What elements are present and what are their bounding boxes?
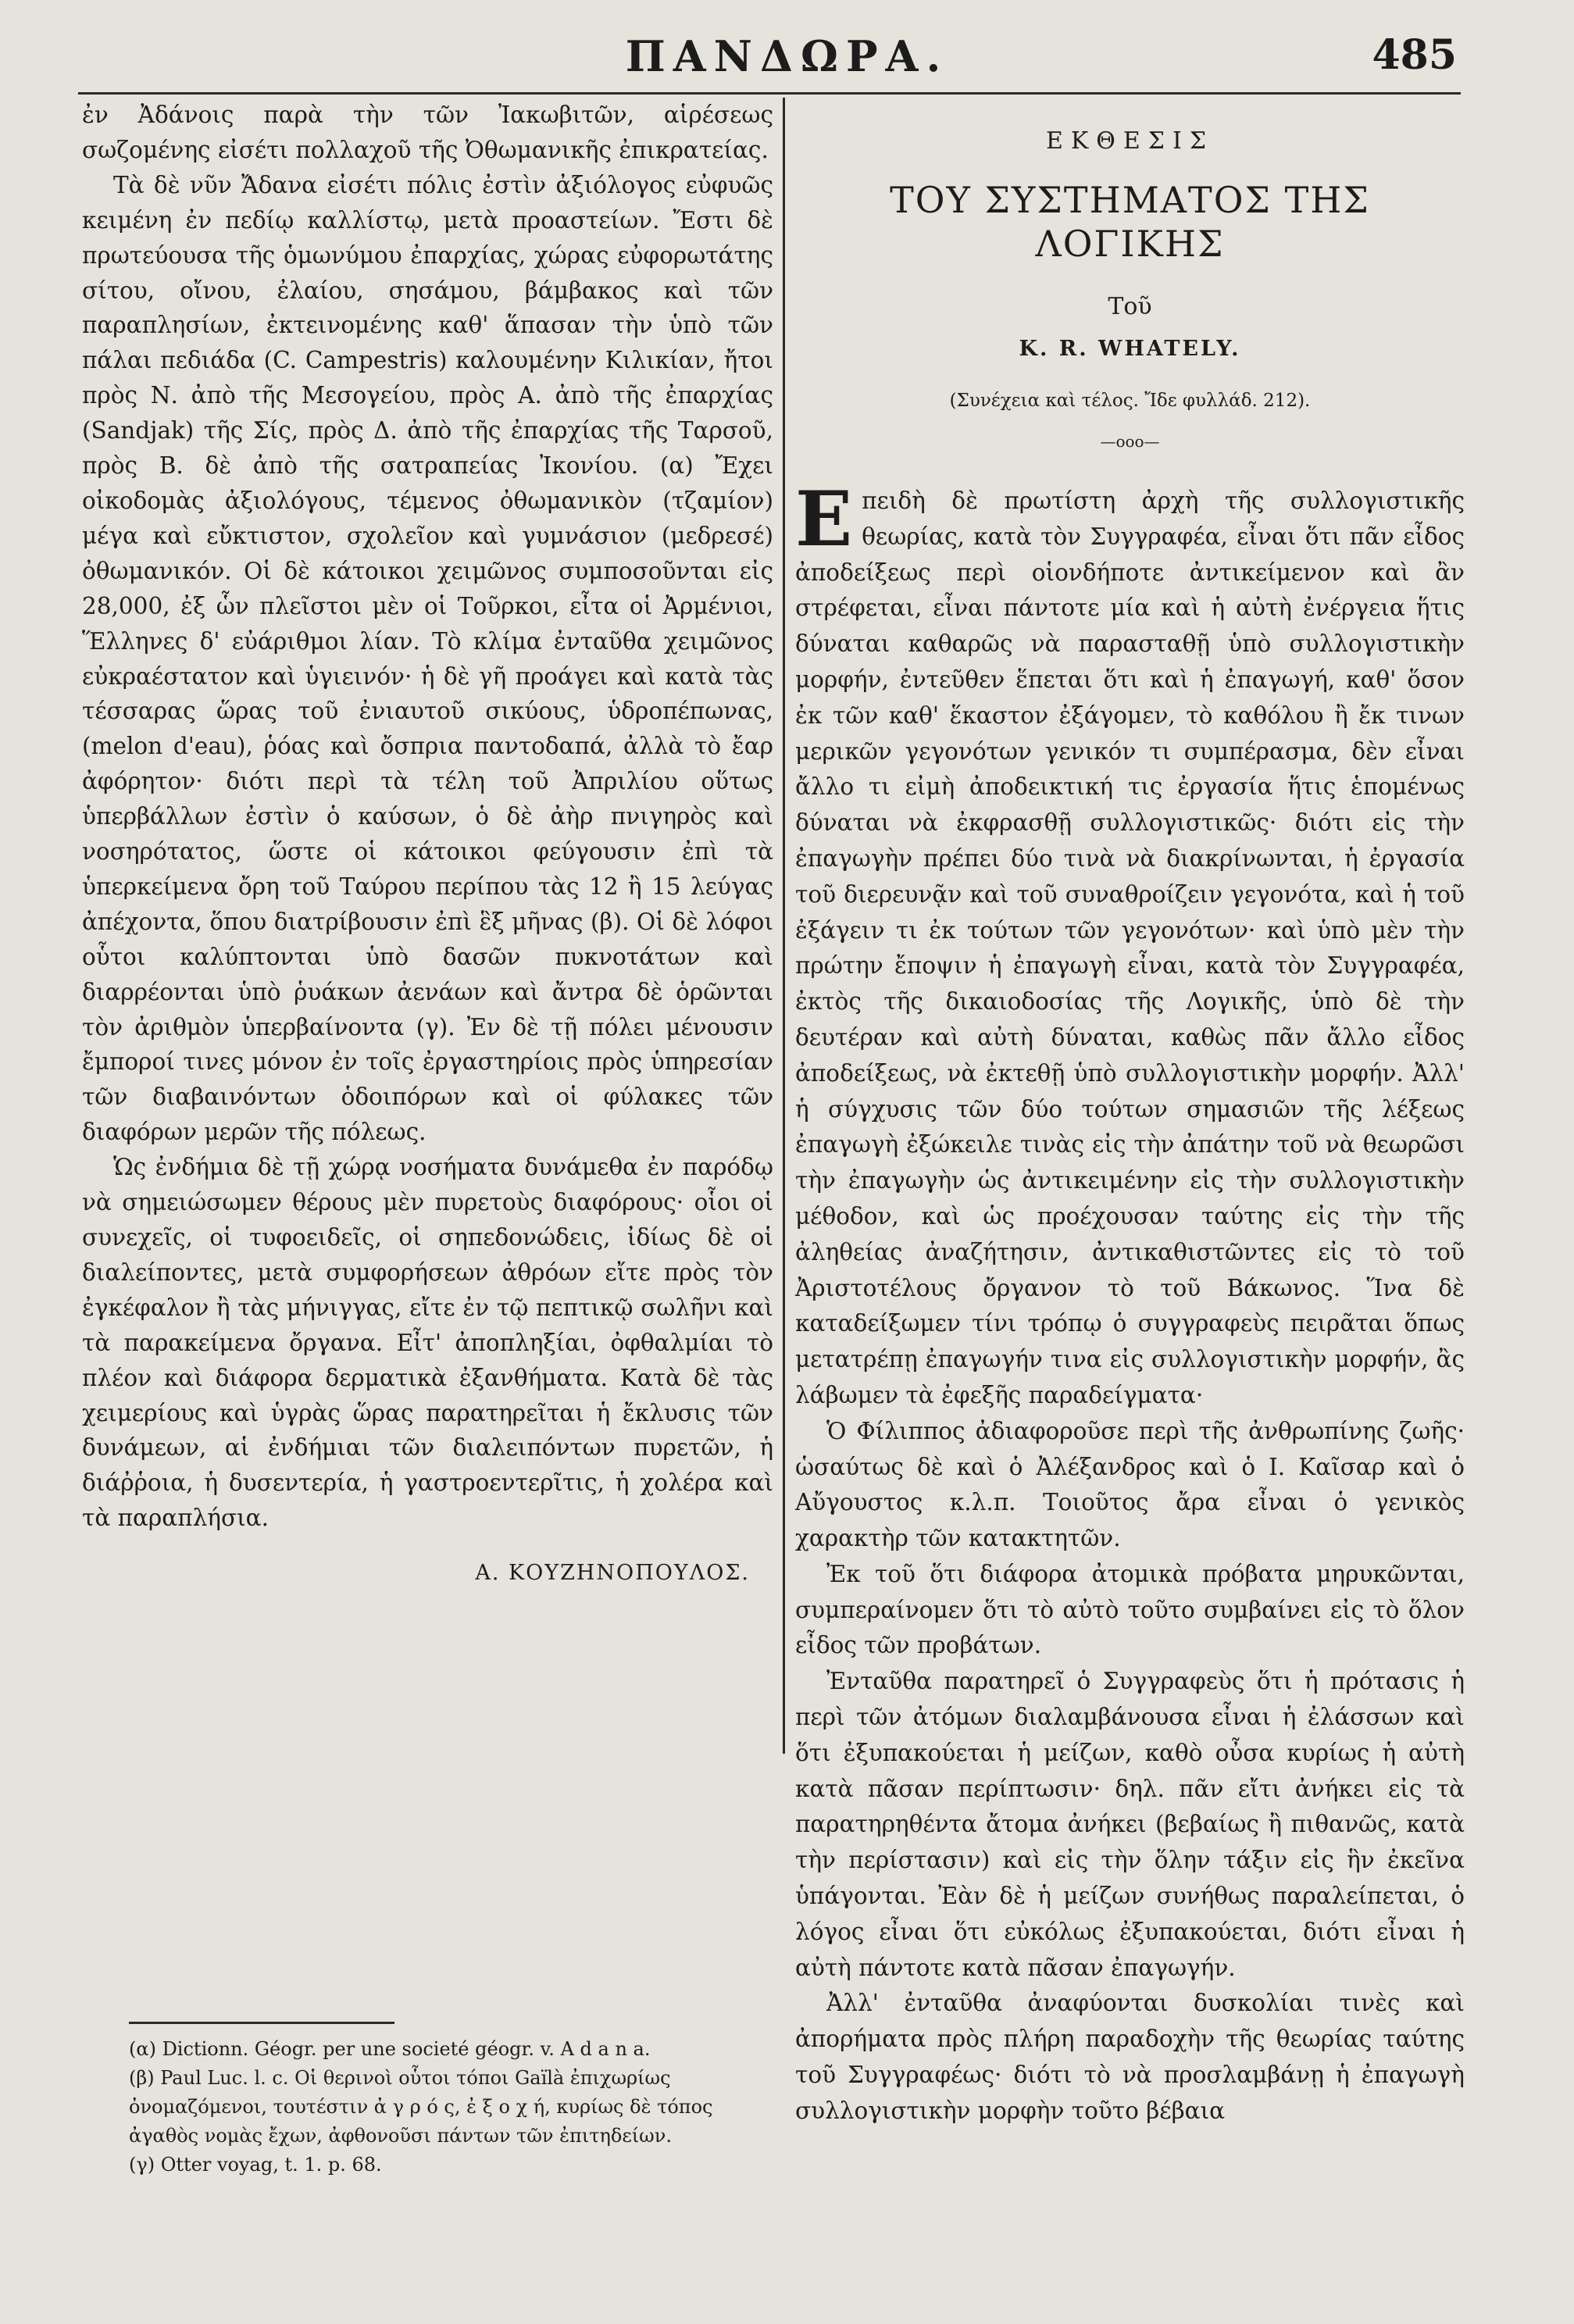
running-title: ΠΑΝΔΩΡΑ.	[625, 31, 949, 81]
article-paragraph: Τὰ δὲ νῦν Ἄδανα εἰσέτι πόλις ἐστὶν ἀξιόλογος εὐφυῶς κειμένη ἐν πεδίῳ καλλίστῳ, μετὰ προαστείων. Ἔστι δὲ πρωτεύουσα τῆς ὁμωνύμου ἐπαρχίας, χώρας εὐφορωτάτης σίτου, οἴνου, ἐλαίου, σησάμου, βάμβακος καὶ τῶν παραπλησίων, ἐκτεινομένης καθ' ἅπασαν τὴν ὑπὸ τῶν πάλαι πεδιάδα (C. Campestris) καλουμένην Κιλικίαν, ἤτοι πρὸς Ν. ἀπὸ τῆς Μεσογείου, πρὸς Α. ἀπὸ τῆς ἐπαρχίας (Sandjak) τῆς Σίς, πρὸς Δ. ἀπὸ τῆς ἐπαρχίας τῆς Ταρσοῦ, πρὸς Β. δὲ ἀπὸ τῆς σατραπείας Ἰκονίου. (α) Ἔχει οἰκοδομὰς ἀξιολόγους, τέμενος ὀθωμανικὸν (τζαμίον) μέγα καὶ εὔκτιστον, σχολεῖον καὶ γυμνάσιον (μεδρεσέ) ὀθωμανικόν. Οἱ δὲ κάτοικοι χειμῶνος συμποσοῦνται εἰς 28,000, ἐξ ὧν πλεῖστοι μὲν οἱ Τοῦρκοι, εἶτα οἱ Ἀρμένιοι, Ἕλληνες δ' εὐάριθμοι λίαν. Τὸ κλίμα ἐνταῦθα χειμῶνος εὐκραέστατον καὶ ὑγιεινόν· ἡ δὲ γῆ προάγει καὶ κατὰ τὰς τέσσαρας ὥρας τοῦ ἐνιαυτοῦ σικύους, ὑδροπέπωνας, (melon d'eau), ῥόας καὶ ὄσπρια παντοδαπά, ἀλλὰ τὸ ἔαρ ἀφόρητον· διότι περὶ τὰ τέλη τοῦ Ἀπριλίου οὕτως ὑπερβάλλων ἐστὶν ὁ καύσων, ὁ δὲ ἀὴρ πνιγηρὸς καὶ νοσηρότατος, ὥστε οἱ κάτοικοι φεύγουσιν ἐπὶ τὰ ὑπερκείμενα ὄρη τοῦ Ταύρου περίπου τὰς 12 ἢ 15 λεύγας ἀπέχοντα, ὅπου διατρίβουσιν ἐπὶ ἓξ μῆνας (β). Οἱ δὲ λόφοι οὗτοι καλύπτονται ὑπὸ δασῶν πυκνοτάτων καὶ διαρρέονται ὑπὸ ῥυάκων ἀενάων καὶ ἄντρα δὲ ὁρῶνται τὸν ἀριθμὸν ὑπερβαίνοντα (γ). Ἐν δὲ τῇ πόλει μένουσιν ἔμποροί τινες μόνον ἐν τοῖς ἐργαστηρίοις πρὸς ὑπηρεσίαν τῶν διαβαινόντων ὁδοιπόρων καὶ οἱ φύλακες τῶν διαφόρων μερῶν τῆς πόλεως.	[82, 171, 773, 1146]
column-divider	[783, 98, 785, 1754]
article-paragraph: Ἐνταῦθα παρατηρεῖ ὁ Συγγραφεὺς ὅτι ἡ πρότασις ἡ περὶ τῶν ἀτόμων διαλαμβάνουσα εἶναι ἡ ἐλάσσων καὶ ὅτι ἐξυπακούεται ἡ μείζων, καθὸ οὖσα κυρίως ἡ αὐτὴ κατὰ πᾶσαν περίπτωσιν· δηλ. πᾶν εἴτι ἀνήκει εἰς τὰ παρατηρηθέντα ἄτομα ἀνήκει (βεβαίως ἢ πιθανῶς, κατὰ τὴν περίστασιν) καὶ εἰς τὴν ὅλην τάξιν εἰς ἣν ἐκεῖνα ὑπάγονται. Ἐὰν δὲ ἡ μείζων συνήθως παραλείπεται, ὁ λόγος εἶναι ὅτι εὐκόλως ἐξυπακούεται, διότι εἶναι ἡ αὐτὴ πάντοτε κατὰ πᾶσαν ἐπαγωγήν.	[795, 1668, 1465, 1981]
author-signature: Α. ΚΟΥΖΗΝΟΠΟΥΛΟΣ.	[475, 1561, 750, 1586]
footnote-rule	[129, 2022, 394, 2024]
article-kicker: ΕΚΘΕΣΙΣ	[1045, 127, 1215, 155]
article-paragraph: Ὁ Φίλιππος ἀδιαφοροῦσε περὶ τῆς ἀνθρωπίνης ζωῆς· ὡσαύτως δὲ καὶ ὁ Ἀλέξανδρος καὶ ὁ Ι. Καῖσαρ καὶ ὁ Αὔγουστος κ.λ.π. Τοιοῦτος ἄρα εἶναι ὁ γενικὸς χαρακτὴρ τῶν κατακτητῶν.	[795, 1417, 1465, 1552]
article-paragraph-text: πειδὴ δὲ πρωτίστη ἀρχὴ τῆς συλλογιστικῆς θεωρίας, κατὰ τὸν Συγγραφέα, εἶναι ὅτι πᾶν εἶδος ἀποδείξεως περὶ οἱονδήποτε ἀντικείμενον καὶ ἂν στρέφεται, εἶναι πάντοτε μία καὶ ἡ αὐτὴ ἐνέργεια ἥτις δύναται καθαρῶς νὰ παρασταθῇ ὑπὸ συλλογιστικὴν μορφήν, ἐντεῦθεν ἕπεται ὅτι καὶ ἡ ἐπαγωγή, καθ' ὅσον ἐκ τῶν καθ' ἕκαστον ἐξάγομεν, τὸ καθόλου ἢ ἔκ τινων μερικῶν γεγονότων γενικόν τι συμπέρασμα, δὲν εἶναι ἄλλο τι εἰμὴ ἀποδεικτική τις ἐργασία ἥτις ἑπομένως δύναται νὰ ἐκφρασθῇ συλλογιστικῶς· διότι εἰς τὴν ἐπαγωγὴν πρέπει δύο τινὰ νὰ διακρίνωνται, ἡ ἐργασία τοῦ διερευνᾷν καὶ τοῦ συναθροίζειν γεγονότα, καὶ ἡ τοῦ ἐξάγειν τι ἐκ τούτων τῶν γεγονότων· καὶ ὑπὸ μὲν τὴν πρώτην ἔποψιν ἡ ἐπαγωγὴ εἶναι, κατὰ τὸν Συγγραφέα, ἐκτὸς τῆς δικαιοδοσίας τῆς Λογικῆς, ὑπὸ δὲ τὴν δευτέραν καὶ αὐτὴ δύναται, καθὼς πᾶν ἄλλο εἶδος ἀποδείξεως, νὰ ἐκτεθῇ ὑπὸ συλλογιστικὴν μορφήν. Ἀλλ' ἡ σύγχυσις τῶν δύο τούτων σημασιῶν τῆς λέξεως ἐπαγωγὴ ἐξώκειλε τινὰς εἰς τὴν ἀπάτην τοῦ νὰ θεωρῶσι τὴν ἐπαγωγὴν ὡς ἀντικειμένην εἰς τὴν συλλογιστικὴν μέθοδον, καὶ ὡς προέχουσαν ταύτης εἰς τὴν τῆς ἀληθείας ἀναζήτησιν, ἀντικαθιστῶντες εἰς τὸ τοῦ Ἀριστοτέλους ὄργανον τὸ τοῦ Βάκωνος. Ἵνα δὲ καταδείξωμεν τίνι τρόπῳ ὁ συγγραφεὺς πειρᾶται ὅπως μετατρέπῃ ἐπαγωγήν τινα εἰς συλλογιστικὴν μορφήν, ἂς λάβωμεν τὰ ἐφεξῆς παραδείγματα·	[795, 487, 1465, 1408]
article-paragraph: Ἐκ τοῦ ὅτι διάφορα ἀτομικὰ πρόβατα μηρυκῶνται, συμπεραίνομεν ὅτι τὸ αὐτὸ τοῦτο συμβαίνει εἰς τὸ ὅλον εἶδος τῶν προβάτων.	[795, 1560, 1465, 1659]
article-paragraph	[795, 474, 1465, 1414]
header-rule	[78, 92, 1461, 95]
footnotes	[129, 2035, 777, 2179]
ornament-divider: —ooo—	[1100, 432, 1160, 452]
left-column	[82, 98, 773, 1591]
footnote: (γ) Otter voyag, t. 1. p. 68.	[129, 2154, 382, 2176]
article-author: K. R. WHATELY.	[1019, 336, 1241, 361]
page-number: 485	[1372, 31, 1457, 79]
article-paragraph: Ἀλλ' ἐνταῦθα ἀναφύονται δυσκολίαι τινὲς καὶ ἀπορήματα πρὸς πλήρη παραδοχὴν τῆς θεωρίας ταύτης τοῦ Συγγραφέως· διότι τὸ νὰ προσλαμβάνῃ ἡ ἐπαγωγὴ συλλογιστικὴν μορφὴν τοῦτο βέβαια	[795, 1990, 1465, 2124]
footnote: (β) Paul Luc. l. c. Οἱ θερινοὶ οὗτοι τόποι Gaïlà ἐπιχωρίως ὀνομαζόμενοι, τουτέστιν ἀ γ ρ ό ς, ἐ ξ ο χ ή, κυρίως δὲ τόπος ἀγαθὸς νομὰς ἔχων, ἀφθονοῦσι πάντων τῶν ἐπιτηδείων.	[129, 2067, 713, 2147]
continuation-note: (Συνέχεια καὶ τέλος. Ἴδε φυλλάδ. 212).	[949, 391, 1311, 412]
article-byline-prefix: Τοῦ	[1108, 292, 1152, 320]
right-column	[795, 109, 1465, 2129]
article-title: ΤΟΥ ΣΥΣΤΗΜΑΤΟΣ ΤΗΣ ΛΟΓΙΚΗΣ	[890, 178, 1370, 265]
footnote: (α) Dictionn. Géogr. per une societé géogr. v. A d a n a.	[129, 2038, 651, 2060]
article-paragraph: Ὡς ἐνδήμια δὲ τῇ χώρᾳ νοσήματα δυνάμεθα ἐν παρόδῳ νὰ σημειώσωμεν θέρους μὲν πυρετοὺς διαφόρους· οἷοι οἱ συνεχεῖς, οἱ τυφοειδεῖς, οἱ σηπεδονώδεις, ἰδίως δὲ οἱ διαλείποντες, μετὰ συμφορήσεων ἀθρόων εἴτε πρὸς τὸν ἐγκέφαλον ἢ τὰς μήνιγγας, εἴτε ἐν τῷ πεπτικῷ σωλῆνι καὶ τὰ παρακείμενα ὄργανα. Εἶτ' ἀποπληξίαι, ὀφθαλμίαι τὸ πλέον καὶ διάφορα δερματικὰ ἐξανθήματα. Κατὰ δὲ τὰς χειμερίους καὶ ὑγρὰς ὥρας παρατηρεῖται ἡ ἔκλυσις τῶν δυνάμεων, αἱ ἐνδήμιαι τῶν διαλειπόντων πυρετῶν, ἡ διάῤῥοια, ἡ δυσεντερία, ἡ γαστροεντερῖτις, ἡ χολέρα καὶ τὰ παραπλήσια.	[82, 1154, 773, 1532]
article-paragraph: ἐν Ἀδάνοις παρὰ τὴν τῶν Ἰακωβιτῶν, αἱρέσεως σωζομένης εἰσέτι πολλαχοῦ τῆς Ὀθωμανικῆς ἐπικρατείας.	[82, 102, 773, 163]
drop-cap: Ε	[795, 474, 853, 563]
